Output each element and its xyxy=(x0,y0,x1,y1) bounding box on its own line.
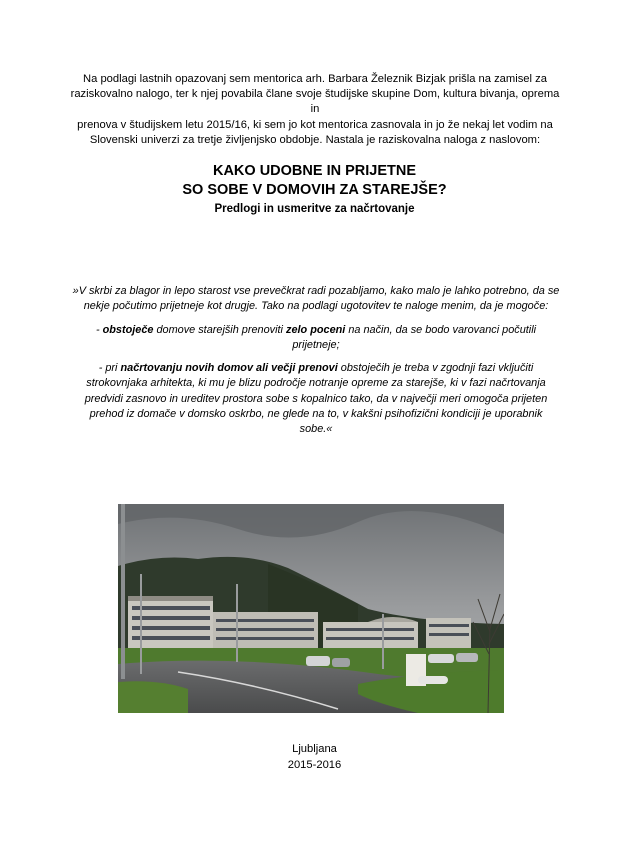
quote-block xyxy=(72,284,560,437)
quote-text: - xyxy=(95,324,103,337)
subtitle: Predlogi in usmeritve za načrtovanje xyxy=(214,203,415,215)
quote-emphasis: načrtovanju novih domov ali večji prenovi xyxy=(120,362,338,375)
quote-text: domove starejših prenoviti xyxy=(153,324,287,337)
intro-line: prenova v študijskem letu 2015/16, ki sem jo kot mentorica zasnovala in jo že nekaj let vodim na xyxy=(77,118,553,131)
lamp-post xyxy=(140,574,142,674)
document-title xyxy=(40,162,589,217)
title-line-2: SO SOBE V DOMOVIH ZA STAREJŠE? xyxy=(182,182,447,198)
curb-grass-left xyxy=(118,681,188,713)
snow-pile xyxy=(418,676,448,684)
building-right xyxy=(323,622,418,650)
quote-text: - pri xyxy=(98,362,121,375)
quote-paragraph-3 xyxy=(72,361,560,436)
quote-emphasis: obstoječe xyxy=(102,324,154,337)
footer-city: Ljubljana xyxy=(292,743,337,755)
quote-paragraph-1: »V skrbi za blagor in lepo starost vse prevečkrat radi pozabljamo, kako malo je lahko potrebno, da se nekje počutimo prijetneje kot drugje. Tako na podlagi ugotovitev te naloge menim, da je mogoče: xyxy=(72,285,560,313)
quote-text: na način, da se bodo varovanci počutili prijetneje; xyxy=(292,324,537,352)
quote-text: obstoječih je treba v zgodnji fazi vključiti strokovnjaka arhitekta, ki mu je blizu področje notranje opreme za starejše, ki v fazi načrtovanja predvidi zasnovo in ureditev prostora sobe s kopalnico tako, da v največji meri omogoča prijeten prehod iz domače v domsko oskrbo, ne glede na to, v kakšni psihofizični kondiciji je uporabnik sobe.« xyxy=(84,362,548,435)
lamp-post xyxy=(236,584,238,662)
nursing-home-photo xyxy=(118,504,504,713)
quote-emphasis: zelo poceni xyxy=(286,324,346,337)
lamp-post xyxy=(382,614,384,669)
intro-line: raziskovalno nalogo, ter k njej povabila člane svoje študijske skupine Dom, kultura bivanja, oprema in xyxy=(70,88,560,116)
footer-years: 2015-2016 xyxy=(287,758,342,771)
lamp-post-left xyxy=(121,504,125,679)
title-line-1: KAKO UDOBNE IN PRIJETNE xyxy=(212,163,417,179)
photo-illustration xyxy=(118,504,504,713)
intro-line: Slovenski univerzi za tretje življenjsko obdobje. Nastala je raziskovalna naloga z naslovom: xyxy=(89,133,541,146)
intro-line: Na podlagi lastnih opazovanj sem mentorica arh. Barbara Železnik Bizjak prišla na zamisel za xyxy=(83,73,547,85)
quote-paragraph-2 xyxy=(72,323,560,353)
intro-paragraph xyxy=(70,72,560,148)
footer xyxy=(40,742,589,773)
